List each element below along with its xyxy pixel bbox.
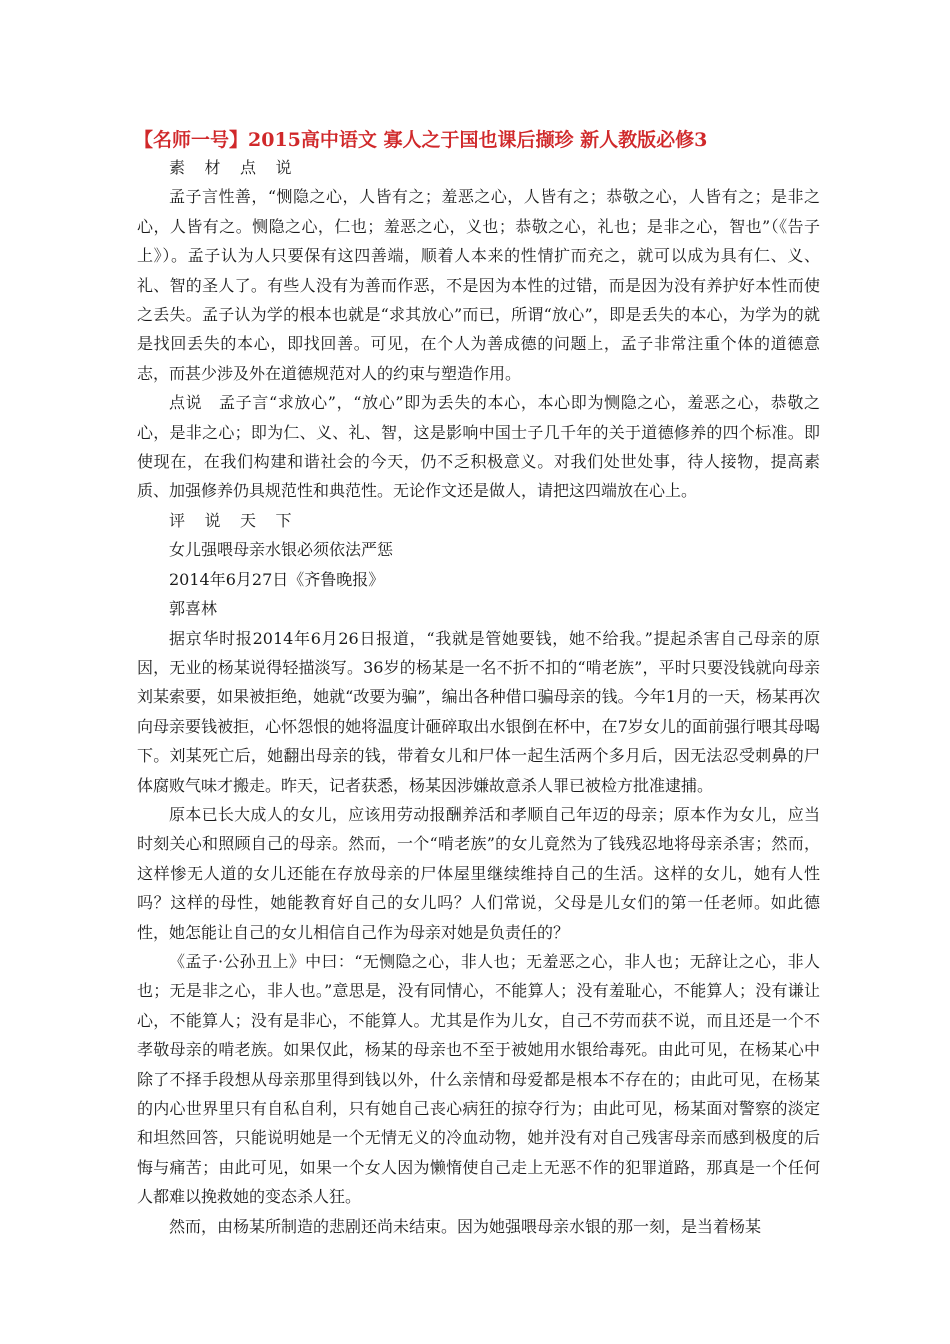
document-body	[137, 153, 820, 1241]
article-author: 郭喜林	[169, 599, 218, 619]
paragraph-commentary: 点说 孟子言“求放心”，“放心”即为丢失的本心，本心即为恻隐之心，羞恶之心，恭敬之心，是非之心；即为仁、义、礼、智，这是影响中国士子几千年的关于道德修养的四个标准。即使现在，在我们构建和谐社会的今天，仍不乏积极意义。对我们处世处事，待人接物，提高素质、加强修养仍具规范性和典范性。无论作文还是做人，请把这四端放在心上。	[137, 393, 820, 501]
section-heading-material: 素 材 点 说	[169, 158, 299, 177]
paragraph-mencius-quote: 《孟子·公孙丑上》中曰：“无恻隐之心，非人也；无羞恶之心，非人也；无辞让之心，非人也；无是非之心，非人也。”意思是，没有同情心，不能算人；没有羞耻心，不能算人；没有谦让心，不能算人；没有是非心，不能算人。尤其是作为儿女，自己不劳而获不说，而且还是一个不孝敬母亲的啃老族。如果仅此，杨某的母亲也不至于被她用水银给毒死。由此可见，在杨某心中除了不择手段想从母亲那里得到钱以外，什么亲情和母爱都是根本不存在的；由此可见，在杨某的内心世界里只有自私自利，只有她自己丧心病狂的掠夺行为；由此可见，杨某面对警察的淡定和坦然回答，只能说明她是一个无情无义的冷血动物，她并没有对自己残害母亲而感到极度的后悔与痛苦；由此可见，如果一个女人因为懒惰使自己走上无恶不作的犯罪道路，那真是一个任何人都难以挽救她的变态杀人狂。	[137, 951, 820, 1207]
paragraph-tragedy: 然而，由杨某所制造的悲剧还尚未结束。因为她强喂母亲水银的那一刻，是当着杨某	[169, 1216, 762, 1236]
paragraph-mencius-nature: 孟子言性善，“恻隐之心，人皆有之；羞恶之心，人皆有之；恭敬之心，人皆有之；是非之心，人皆有之。恻隐之心，仁也；羞恶之心，义也；恭敬之心，礼也；是非之心，智也”（《告子上》）。孟子认为人只要保有这四善端，顺着人本来的性情扩而充之，就可以成为具有仁、义、礼、智的圣人了。有些人没有为善而作恶，不是因为本性的过错，而是因为没有养护好本性而使之丢失。孟子认为学的根本也就是“求其放心”而已，所谓“放心”，即是丢失的本心，为学为的就是找回丢失的本心，即找回善。可见，在个人为善成德的问题上，孟子非常注重个体的道德意志，而甚少涉及外在道德规范对人的约束与塑造作用。	[137, 187, 820, 383]
document-title: 【名师一号】2015高中语文 寡人之于国也课后撷珍 新人教版必修3	[134, 129, 708, 151]
article-title: 女儿强喂母亲水银必须依法严惩	[169, 540, 394, 560]
article-date: 2014年6月27日《齐鲁晚报》	[169, 569, 385, 589]
section-heading-review: 评 说 天 下	[169, 510, 299, 530]
paragraph-daughter-duty: 原本已长大成人的女儿，应该用劳动报酬养活和孝顺自己年迈的母亲；原本作为女儿，应当时刻关心和照顾自己的母亲。然而，一个“啃老族”的女儿竟然为了钱残忍地将母亲杀害；然而，这样惨无人道的女儿还能在存放母亲的尸体屋里继续维持自己的生活。这样的女儿，她有人性吗？这样的母性，她能教育好自己的女儿吗？人们常说，父母是儿女们的第一任老师。如此德性，她怎能让自己的女儿相信自己作为母亲对她是负责任的？	[137, 804, 820, 942]
paragraph-news-report: 据京华时报2014年6月26日报道，“我就是管她要钱，她不给我。”提起杀害自己母亲的原因，无业的杨某说得轻描淡写。36岁的杨某是一名不折不扣的“啃老族”，平时只要没钱就向母亲刘某索要，如果被拒绝，她就“改要为骗”，编出各种借口骗母亲的钱。今年1月的一天，杨某再次向母亲要钱被拒，心怀怨恨的她将温度计砸碎取出水银倒在杯中，在7岁女儿的面前强行喂其母喝下。刘某死亡后，她翻出母亲的钱，带着女儿和尸体一起生活两个多月后，因无法忍受刺鼻的尸体腐败气味才搬走。昨天，记者获悉，杨某因涉嫌故意杀人罪已被检方批准逮捕。	[137, 628, 820, 795]
